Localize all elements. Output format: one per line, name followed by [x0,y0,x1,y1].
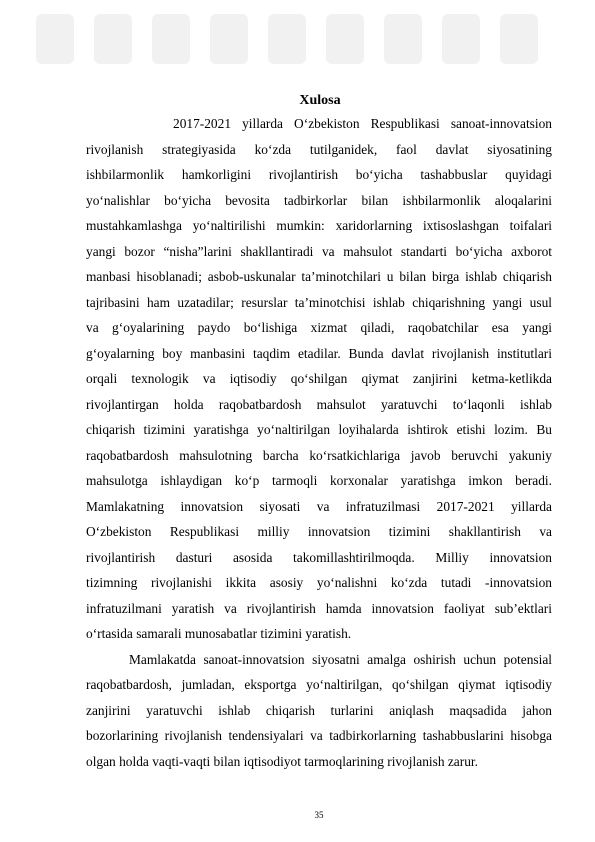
text-line: manbasi hisoblanadi; asbob-uskunalar ta’minotchilari u bilan birga ishlab chiqarish [86,269,552,284]
text-line: Mamlakatning innovatsion siyosati va infratuzilmasi 2017-2021 yillarda [86,499,552,514]
text-line: rivojlantirish dasturi asosida takomillashtirilmoqda. Milliy innovatsion [86,550,552,565]
text-line: O‘zbekiston Respublikasi milliy innovatsion tizimini shakllantirish va [86,524,552,539]
text-line: zanjirini yaratuvchi ishlab chiqarish turlarini aniqlash maqsadida jahon [86,703,552,718]
document-title: Xulosa [299,93,341,108]
text-line: tizimning rivojlanishi ikkita asosiy yo‘nalishni ko‘zda tutadi -innovatsion [86,575,552,590]
text-line: Mamlakatda sanoat-innovatsion siyosatni amalga oshirish uchun potensial [129,652,552,667]
text-line: mustahkamlashga yo‘naltirilishi mumkin: xaridorlarning ixtisoslashgan toifalari [86,218,552,233]
text-line: rivojlantirgan holda raqobatbardosh mahsulot yaratuvchi to‘laqonli ishlab [86,397,552,412]
page-number: 35 [314,810,324,820]
text-line: raqobatbardosh mahsulotning barcha ko‘rsatkichlariga javob beruvchi yakuniy [86,448,552,463]
text-line: yo‘nalishlar bo‘yicha bevosita tadbirkorlar bilan ishbilarmonlik aloqalarini [86,193,552,208]
text-line: rivojlanish strategiyasida ko‘zda tutilganidek, faol davlat siyosatining [86,142,552,157]
text-line: yangi bozor “nisha”larini shakllantiradi va mahsulot standarti bo‘yicha axborot [86,244,552,259]
text-line: infratuzilmani yaratish va rivojlantirish hamda innovatsion faoliyat sub’ektlari [86,601,552,616]
text-line: va g‘oyalarining paydo bo‘lishiga xizmat qiladi, raqobatchilar esa yangi [86,320,552,335]
text-line: raqobatbardosh, jumladan, eksportga yo‘naltirilgan, qo‘shilgan qiymat iqtisodiy [86,677,552,692]
text-line: ishbilarmonlik hamkorligini rivojlantirish bo‘yicha tashabbuslar quyidagi [86,167,552,182]
text-line: tajribasini ham uzatadilar; resurslar ta’minotchisi ishlab chiqarishning yangi usul [86,295,552,310]
text-line: g‘oyalarning boy manbasini taqdim etadilar. Bunda davlat rivojlanish institutlari [86,346,552,361]
text-line: bozorlarining rivojlanish tendensiyalari va tadbirkorlarning tashabbuslarini hisobga [86,728,552,743]
text-line: orqali texnologik va iqtisodiy qo‘shilgan qiymat zanjirini ketma-ketlikda [86,371,552,386]
text-line: olgan holda vaqti-vaqti bilan iqtisodiyot tarmoqlarining rivojlanish zarur. [86,754,478,769]
text-line: 2017-2021 yillarda O‘zbekiston Respublikasi sanoat-innovatsion [173,116,552,131]
text-line: chiqarish tizimini yaratishga yo‘naltirilgan loyihalarda ishtirok etishi lozim. Bu [86,422,552,437]
text-line: o‘rtasida samarali munosabatlar tizimini yaratish. [86,626,352,641]
text-line: mahsulotga ishlaydigan ko‘p tarmoqli korxonalar yaratishga imkon beradi. [86,473,552,488]
watermark-graphic [34,6,560,76]
